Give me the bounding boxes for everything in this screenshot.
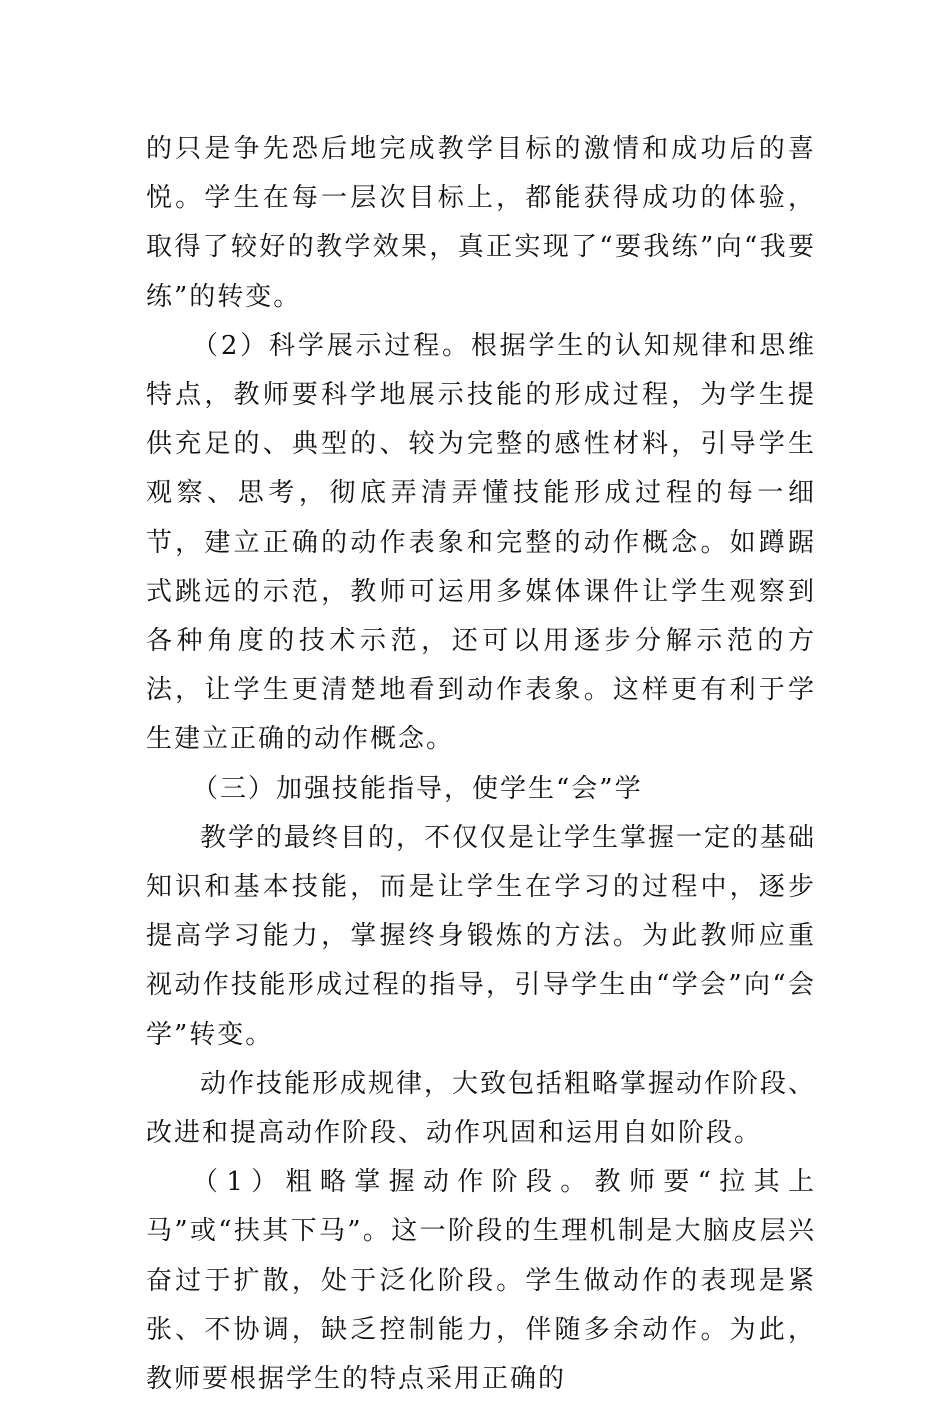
paragraph-continuation: 的只是争先恐后地完成教学目标的激情和成功后的喜悦。学生在每一层次目标上，都能获得成功的体验，取得了较好的教学效果，真正实现了“要我练”向“我要练”的转变。 <box>146 134 816 312</box>
paragraph-skill-formation-law: 动作技能形成规律，大致包括粗略掌握动作阶段、改进和提高动作阶段、动作巩固和运用自如阶段。 <box>146 1068 817 1149</box>
paragraph-rough-mastery-stage: （1）粗略掌握动作阶段。教师要“拉其上马”或“扶其下马”。这一阶段的生理机制是大脑皮层兴奋过于扩散，处于泛化阶段。学生做动作的表现是紧张、不协调，缺乏控制能力，伴随多余动作。为此，教师要根据学生的特点采用正确的 <box>146 1167 816 1395</box>
document-body <box>146 125 816 1404</box>
paragraph-teaching-goal: 教学的最终目的，不仅仅是让学生掌握一定的基础知识和基本技能，而是让学生在学习的过程中，逐步提高学习能力，掌握终身锻炼的方法。为此教师应重视动作技能形成过程的指导，引导学生由“学会”向“会学”转变。 <box>146 822 817 1050</box>
paragraph-scientific-demonstration: （2）科学展示过程。根据学生的认知规律和思维特点，教师要科学地展示技能的形成过程，为学生提供充足的、典型的、较为完整的感性材料，引导学生观察、思考，彻底弄清弄懂技能形成过程的每一细节，建立正确的动作表象和完整的动作概念。如蹲踞式跳远的示范，教师可运用多媒体课件让学生观察到各种角度的技术示范，还可以用逐步分解示范的方法，让学生更清楚地看到动作表象。这样更有利于学生建立正确的动作概念。 <box>146 330 816 755</box>
section-heading-skill-guidance: （三）加强技能指导，使学生“会”学 <box>192 773 643 804</box>
